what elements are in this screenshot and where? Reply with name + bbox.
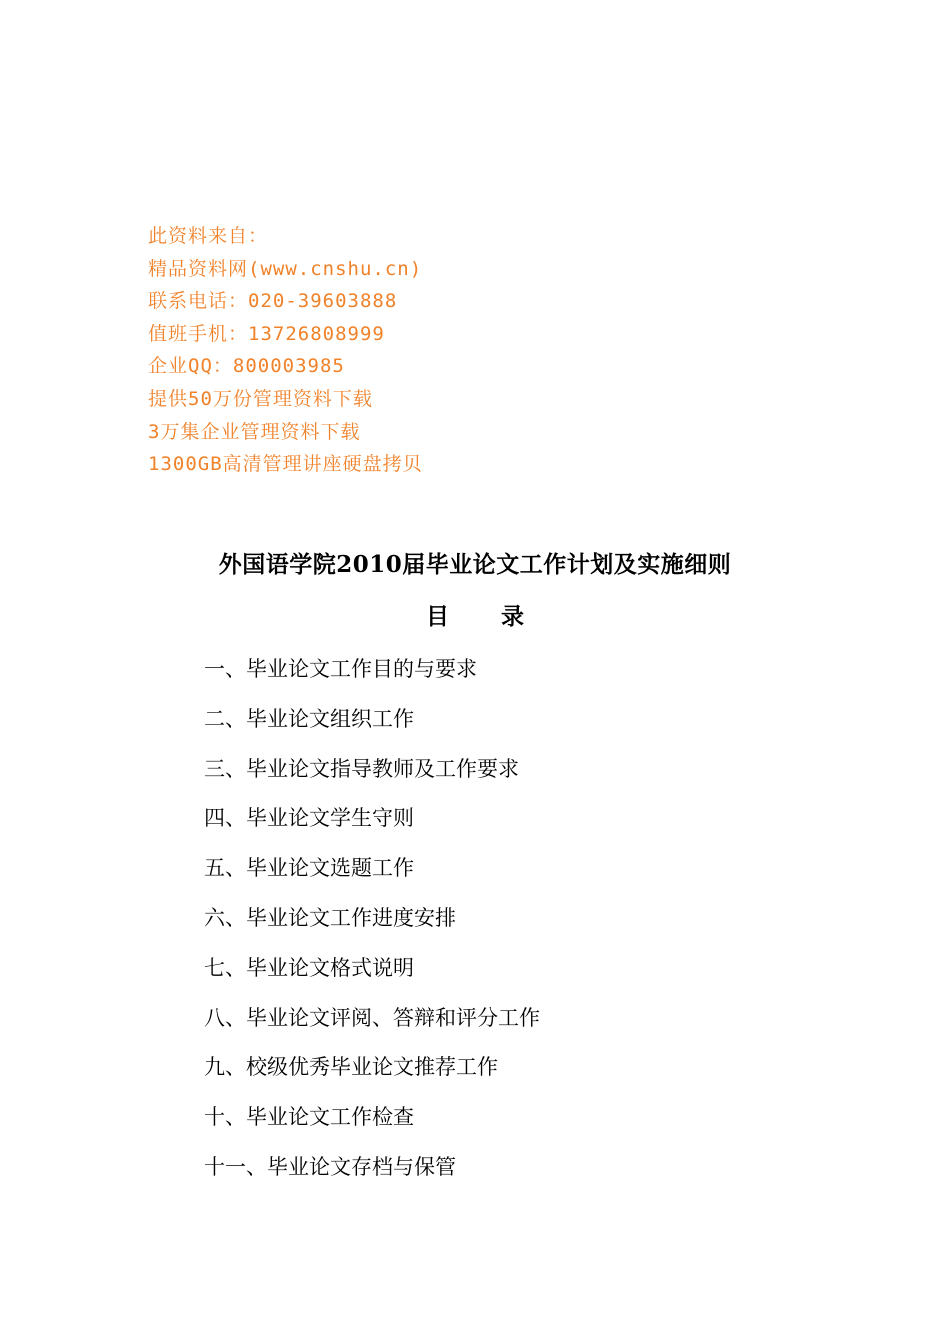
toc-item: 二、毕业论文组织工作 (204, 706, 414, 731)
toc-item: 六、毕业论文工作进度安排 (204, 905, 456, 930)
source-notice-line: 提供50万份管理资料下载 (148, 387, 373, 410)
source-notice-line: 联系电话：020-39603888 (148, 290, 398, 313)
toc-item: 八、毕业论文评阅、答辩和评分工作 (204, 1005, 540, 1030)
toc-item: 四、毕业论文学生守则 (204, 806, 414, 831)
source-notice-line: 1300GB高清管理讲座硬盘拷贝 (148, 453, 423, 476)
source-notice-line: 3万集企业管理资料下载 (148, 420, 361, 443)
source-notice (148, 220, 648, 481)
source-notice-line: 企业QQ：800003985 (148, 355, 345, 378)
toc-item: 五、毕业论文选题工作 (204, 856, 414, 881)
table-of-contents (204, 645, 540, 1193)
toc-item: 一、毕业论文工作目的与要求 (204, 657, 477, 681)
toc-item: 三、毕业论文指导教师及工作要求 (204, 756, 519, 781)
toc-item: 十、毕业论文工作检查 (204, 1105, 414, 1130)
toc-heading-right: 录 (501, 603, 524, 630)
toc-item: 十一、毕业论文存档与保管 (204, 1154, 456, 1179)
toc-heading (0, 598, 950, 631)
source-notice-line: 此资料来自： (148, 225, 269, 247)
document-title: 外国语学院2010届毕业论文工作计划及实施细则 (218, 551, 732, 578)
toc-item: 七、毕业论文格式说明 (204, 955, 414, 980)
source-notice-line: 精品资料网(www.cnshu.cn) (148, 257, 423, 280)
source-notice-line: 值班手机：13726808999 (148, 322, 385, 345)
toc-heading-left: 目 (426, 603, 449, 630)
toc-item: 九、校级优秀毕业论文推荐工作 (204, 1055, 498, 1080)
